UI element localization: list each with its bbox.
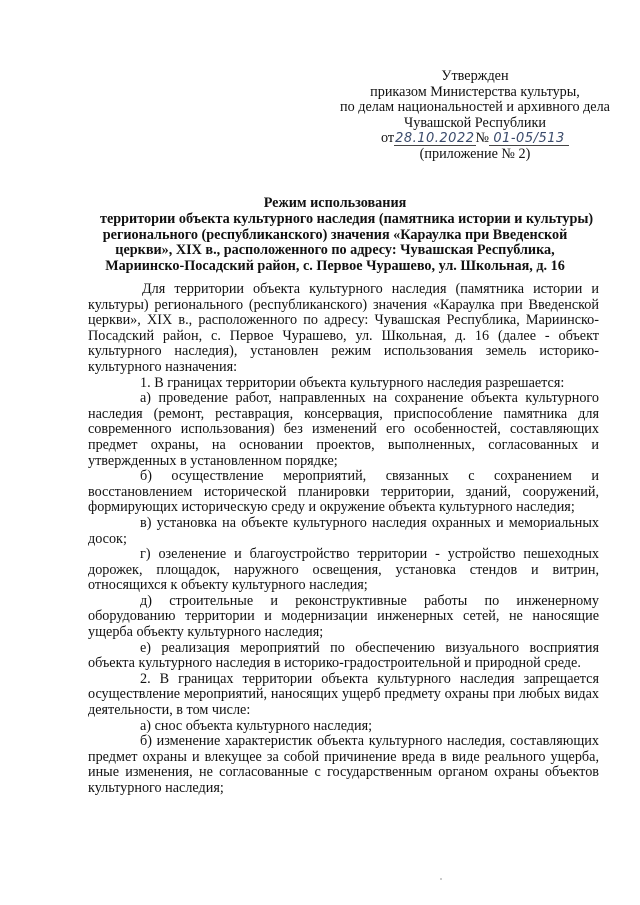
handwritten-date: 28.10.2022	[395, 131, 475, 147]
document-body	[88, 282, 599, 797]
scan-speck	[440, 878, 442, 880]
date-prefix: от	[380, 130, 395, 147]
section-1-heading: 1. В границах территории объекта культурного наследия разрешается:	[140, 374, 565, 391]
section-1-item: в) установка на объекте культурного наследия охранных и мемориальных досок;	[88, 514, 599, 547]
section-2-item: а) снос объекта культурного наследия;	[140, 717, 373, 734]
approval-stamp	[330, 69, 620, 163]
approval-line: приказом Министерства культуры,	[370, 83, 580, 100]
section-1-item: б) осуществление мероприятий, связанных с сохранением и восстановлением исторической планировки территории, зданий, сооружений, формирующих историческую среду и окружение объекта культурного наследия;	[88, 468, 599, 516]
section-2-heading: 2. В границах территории объекта культурного наследия запрещается осуществление мероприятий, наносящих ущерб предмету охраны при любых видах деятельности, в том числе:	[88, 670, 599, 719]
title-line: регионального (республиканского) значения «Караулка при Введенской	[102, 226, 568, 243]
order-date-number-line	[330, 131, 620, 147]
approval-line: Чувашской Республики	[404, 114, 546, 131]
title-line: Мариинско-Посадский район, с. Первое Чурашево, ул. Школьная, д. 16	[105, 258, 565, 275]
intro-paragraph: Для территории объекта культурного наследия (памятника истории и культуры) регионального (республиканского) значения «Караулка при Введенской церкви», XIX в., расположенного по адресу: Чувашская Республика, Мариинско-Посадский район, с. Первое Чурашево, ул. Школьная, д. 16 (далее - объект культурного наследия), установлен режим использования земель историко-культурного назначения:	[88, 281, 599, 375]
section-1-item: е) реализация мероприятий по обеспечению визуального восприятия объекта культурного наследия в историко-градостроительной и природной среде.	[88, 639, 599, 672]
section-1-item: д) строительные и реконструктивные работы по инженерному оборудованию территории и модернизации инженерных сетей, не наносящие ущерба объекту культурного наследия;	[88, 592, 599, 641]
approval-line: Утвержден	[441, 68, 509, 84]
title-line: церкви», XIX в., расположенного по адресу: Чувашская Республика,	[115, 242, 555, 259]
document-title	[100, 195, 594, 275]
section-1-item: а) проведение работ, направленных на сохранение объекта культурного наследия (ремонт, реставрация, консервация, приспособление памятника для современного использования) без изменений его особенностей, составляющих предмет охраны, на основании проектов, выполненных, согласованных и утвержденных в установленном порядке;	[88, 390, 599, 469]
approval-line: по делам национальностей и архивного дела	[340, 99, 610, 116]
title-line: Режим использования	[263, 195, 407, 211]
number-prefix: №	[475, 130, 490, 147]
title-line: территории объекта культурного наследия (памятника истории и культуры)	[100, 210, 594, 227]
section-1-item: г) озеленение и благоустройство территории - устройство пешеходных дорожек, площадок, наружного освещения, установка стендов и витрин, относящихся к объекту культурного наследия;	[88, 546, 599, 594]
appendix-label: (приложение № 2)	[419, 145, 531, 162]
handwritten-order-number: 01-05/513	[489, 132, 569, 146]
section-2-item: б) изменение характеристик объекта культурного наследия, составляющих предмет охраны и влекущее за собой причинение вреда в виде реального ущерба, иные изменения, не согласованные с государственным органом охраны объектов культурного наследия;	[88, 733, 599, 796]
